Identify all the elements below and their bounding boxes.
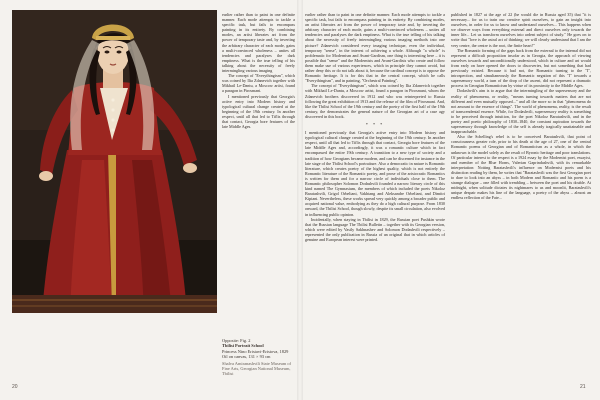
mid-paragraph-1: earlier rather than to paint in one definite manner. Each mode attempts to tackle a specific task, but fails to encompass painting in its entirety. By combining modes, an artist liberates art from the power of temporary taste and, by inverting the arbitrary character of each mode, gains a multi-convinced wholeness – unites all tendencies and paralyses the dark emptiness. What is the true telling of his talking about the necessity of freely intermingling various imaging methods into one picture? Zdanevich considered every imaging technique, even the individual, temporary "sense", in the interest of achieving a whole. Although "a whole" is problematic for Modernism and Avant-Gardism, one thing is interesting here – it is possible that "sense" and the Modernists and Avant-Gardists who create and follow them make use of various experiences, which in principle they cannot avoid, but rather deny this or do not talk about it, because the cardinal concept is to oppose the Romantic heritage. It is for this that in the central concept, which he calls "Everythingism", and in painting, "Orchestral Painting". bbox=[305, 12, 445, 84]
section-break: * * * bbox=[365, 121, 385, 127]
right-paragraph-2: The Romantic forming of the gaps back from the external to the internal did not represent a difficult proposition insofar as in Georgia, the approach of viewing ourselves towards and unconditionally understood, which in culture and art would from early on have opened the doors to discoveries, but not something that had previously existed. Because it had not, the Romantic turning to the "I", introspection, and simultaneously the Romantic negation of this "I" towards a supersensory world, a turn of the drop of the ascent, did not represent a dramatic process in Georgian Romanticism by virtue of its proximity to the Middle Ages. bbox=[451, 47, 591, 89]
caption-title: Princess Nino Eristavi-Eristova, 1829 bbox=[222, 348, 289, 354]
page-gutter bbox=[297, 0, 303, 400]
left-paragraph-2: The concept of "Everythingism", which was coined by Ilia Zdanevich together with Mikhail Le-Dantu, a Moscow artist, found a paragon in Pirosmani. bbox=[222, 73, 295, 94]
right-paragraph-4: Also the Schelling's rebel is to be conceived Baratashvili, that point of consciousness greater role, prior to his death at the age of 27, one of the central Romantic poems of Georgian and of Romanticism as a whole, in which the unknown is the model solely as the result of Byronic heritage and poor translations. Of particular interest to the respect is a 1924 essay by the Modernist poet, essayist, and member of the Blue Horns, Valerian Gaprindashvili, with its remarkable interpretation: Notting Baratashvili's influence on Modernist poets and his distinction reading by them, he writes that "Baratashvili was the first Georgian poet to dare to look into an abyss – in both Modern and Romantic and his poem is a strange dialogue – one filled with trembling – between the poet and his double. At midnight, when solitude dictates its nightmares to us and moonlit, Baratashvili's unique despair makes his line of the language, a poetry of the abyss – almost an endless reflection of the Fate... bbox=[451, 134, 591, 201]
caption-medium: Oil on canvas, 131 × 93 cm bbox=[222, 354, 271, 360]
figure-caption bbox=[222, 338, 294, 377]
page-number-left: 20 bbox=[12, 384, 18, 390]
right-paragraph-3: Dodashvili's aim is to argue that the intermingling of the supersensory and the reality of phenomena, or reality, "means turning towards matters that are not different and even mutually opposed..." and all the more so in that "phenomena do not amount to the essence of things". The world of phenomena, reality, is the result of transcendental essence. While, for Dodashvili, supersensory reality is something to be perceived through intuition, for the poet Nikoloz Baratashvili, and in the poetry and poetic philosophy of 1830–1840, the constant aspiration towards the supersensory through knowledge of the self is already tragically unattainable and inapproachable. bbox=[451, 88, 591, 135]
right-page-column-1 bbox=[305, 12, 445, 390]
caption-label: Opposite: Fig. 2 bbox=[222, 338, 251, 343]
mid-paragraph-3: I mentioned previously that Georgia's active entry into Modern history and typological cultural change created at the beginning of the 19th century. In another respect, until all that led to Tiflis through that contact, Georgia bore features of the late Middle Ages and, accordingly, it was a romantic culture which in fact encompassed the entire 19th century. A transition to a new type of society and a tradition of how Georgians became modern, and can be discerned for instance in the late stage of the Tbilisi School's portraiture. Also a democratic in nature is Romantic literature, which creates poetry of the highest quality, which is not entirely the Romantic literature of the Romantic poetry, and prose of the aristocratic Romantics is written for them and for a narrow circle of individuals close to them. The Romantic philosopher Solomon Dodashvili founded a narrow literary circle of this kind named The Gymnasium, the members of which included the poets Nikoloz Baratashvili, Grigol Orbeliani, Vakhtang and Aleksandre Orbeliani, and Dimitri Kipiani. Nevertheless, these works spread very quickly among a broader public and acquired national value, embodying as they do a high cultural purpose. From 1830 onward, the Tbilisi School, though slowly, despite its small circulation, also evolved in influencing public opinion. bbox=[305, 130, 445, 217]
caption-credit: Shalva Amiranashvili State Museum of Fine Arts, Georgian National Museum, Tbilisi bbox=[222, 360, 292, 377]
mid-paragraph-4: Incidentally, when staying in Tbilisi in 1829, the Russian poet Pushkin wrote that the Russian language The Tbilisi Bulletin – together with its Georgian version, which were edited by Vasily Sakhnashev and Solomon Dodashvili respectively – represented the only publication in Russia of an original that in which articles of genuine and European interest were printed. bbox=[305, 216, 445, 243]
left-paragraph-1: earlier rather than to paint in one definite manner. Each mode attempts to tackle a specific task, but fails to encompass painting in its entirety. By combining modes, an artist liberates art from the power of temporary taste and, by inverting the arbitrary character of each mode, gains a multi-convinced wholeness – unites all tendencies and paralyses the dark emptiness. What is the true telling of his talking about the necessity of freely intermingling various imaging bbox=[222, 12, 295, 74]
left-paragraph-3: I mentioned previously that Georgia's active entry into Modern history and typological cultural change created at the beginning of the 19th century. In another respect, until all that led to Tiflis through that contact, Georgia bore features of the late Middle Ages. bbox=[222, 93, 295, 130]
left-page-column bbox=[222, 12, 295, 334]
portrait-illustration bbox=[12, 10, 217, 313]
caption-artist: Tbilisi Portrait School bbox=[222, 343, 264, 349]
mid-paragraph-2: The concept of "Everythingism", which was coined by Ilia Zdanevich together with Mikhail Le-Dantu, a Moscow artist, found a paragon in Pirosmani, whom the Zdanevich brothers discovered in 1912 and who was reinterpreted to Russia following the great exhibition of 1913 and the release of the film of Pirosmani. And, like the Tbilisi School of the 19th century and the poetry of the first half of the 19th century, the demonstrates the general nature of the Georgian art of a case agy discovered in this book. bbox=[305, 83, 445, 119]
portrait-painting bbox=[12, 10, 217, 313]
right-paragraph-1: published in 1827 at the age of 22 (he would die in Russia aged 35) that "it is necessary... for us to train our creative spirit ourselves, to gain an insight into ourselves, in order for us to know and understand ourselves... This happens when we observe ways from everything external and direct ourselves only towards the inner life... Let us transform ourselves into ardent subject of study." He goes on to write that "love is the astral act of thinking; we will clearly understand that I am the very centre, the centre is the root, the finite heart!" bbox=[451, 12, 591, 48]
page-number-right: 21 bbox=[580, 384, 586, 390]
right-page-column-2 bbox=[451, 12, 591, 390]
